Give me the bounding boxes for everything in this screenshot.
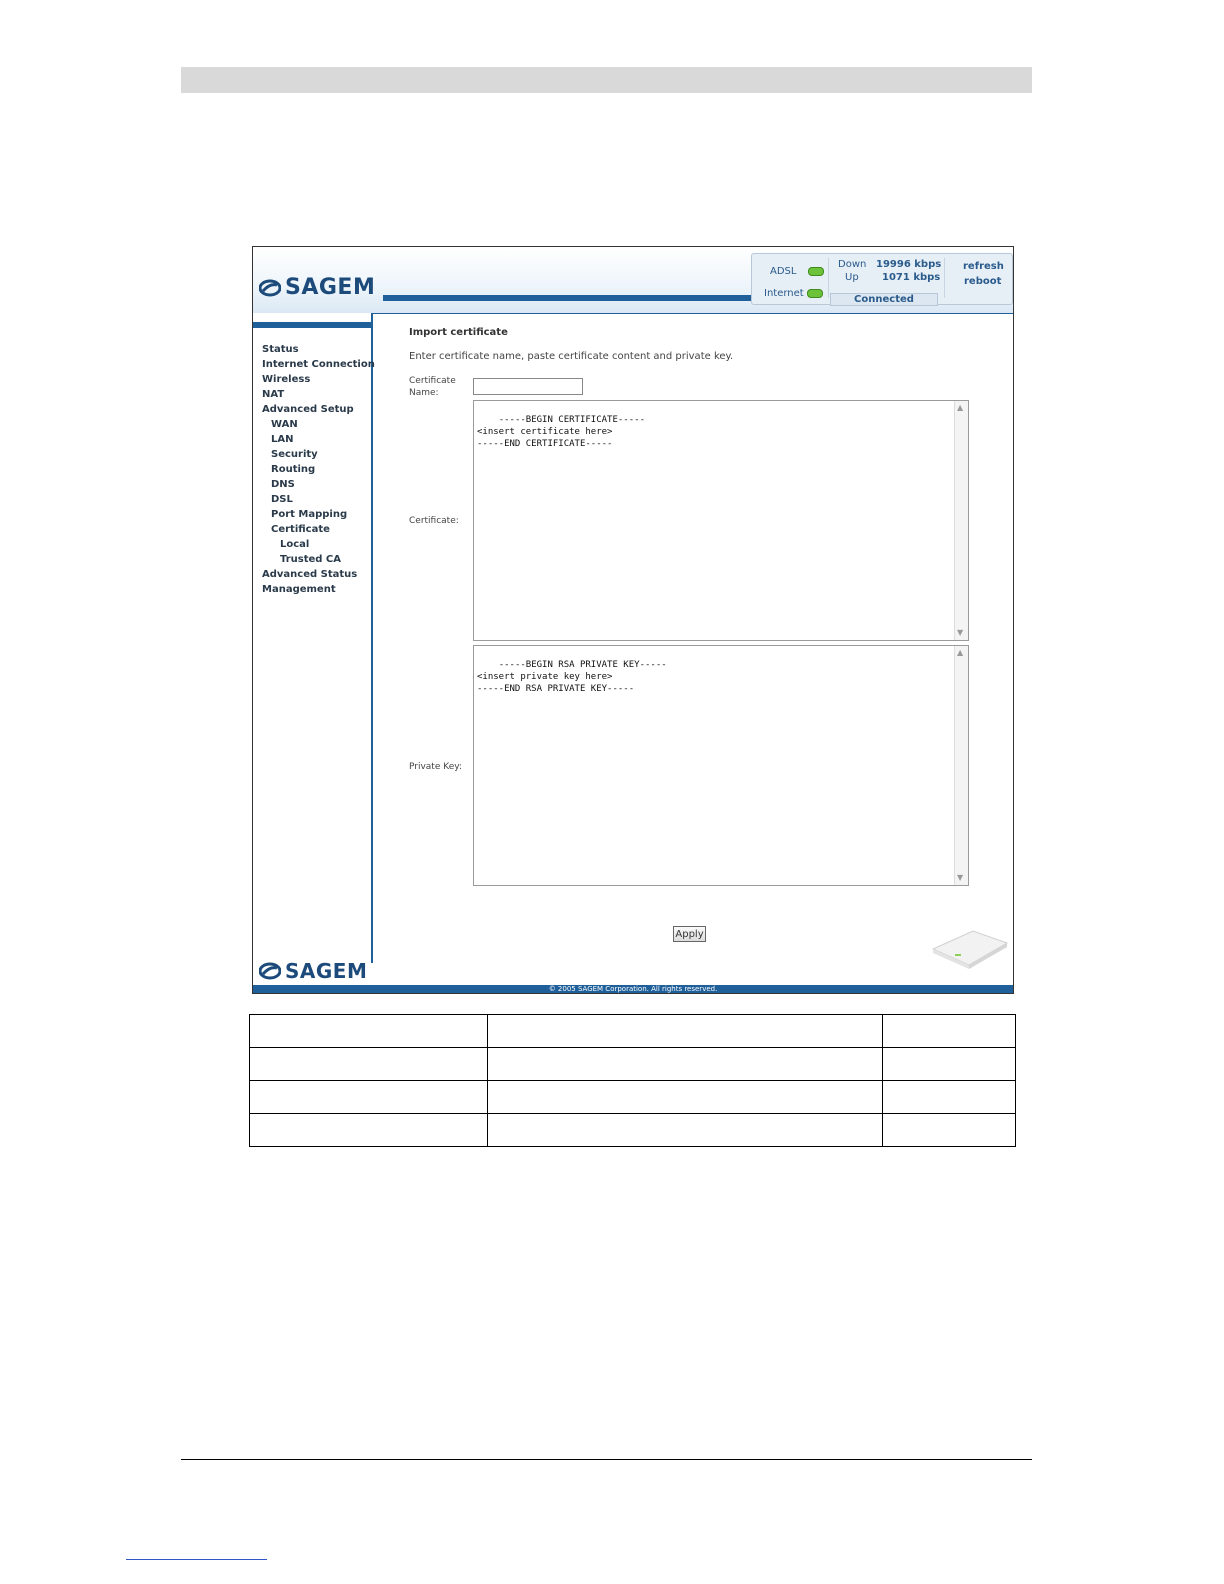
table-cell — [250, 1081, 488, 1114]
table-row — [250, 1015, 1016, 1048]
cert-name-label-line1: Certificate — [409, 376, 456, 386]
table-cell — [883, 1081, 1016, 1114]
scroll-down-icon[interactable]: ▼ — [957, 873, 964, 882]
table-row — [250, 1048, 1016, 1081]
nav-trusted-ca[interactable]: Trusted CA — [280, 554, 342, 565]
nav-internet-connection[interactable]: Internet Connection — [262, 359, 375, 370]
table-cell — [487, 1081, 882, 1114]
reboot-link[interactable]: reboot — [964, 276, 1002, 287]
certificate-scrollbar[interactable] — [954, 401, 968, 640]
document-table — [249, 1014, 1016, 1147]
nav-security[interactable]: Security — [271, 449, 318, 460]
table-cell — [487, 1114, 882, 1147]
nav-wireless[interactable]: Wireless — [262, 374, 311, 385]
table-cell — [250, 1015, 488, 1048]
down-label: Down — [838, 259, 867, 270]
sidebar-top-band — [253, 322, 373, 328]
table-cell — [883, 1048, 1016, 1081]
nav-dns[interactable]: DNS — [271, 479, 295, 490]
document-footer-rule — [181, 1459, 1032, 1460]
apply-button[interactable]: Apply — [673, 926, 706, 942]
internet-led-icon — [807, 289, 823, 298]
sagem-footer-logo-text: SAGEM — [285, 959, 368, 983]
nav-nat[interactable]: NAT — [262, 389, 285, 400]
connection-status-panel — [751, 253, 1013, 305]
cert-name-label-line2: Name: — [409, 388, 439, 398]
nav-advanced-status[interactable]: Advanced Status — [262, 569, 358, 580]
certificate-name-input[interactable] — [473, 378, 583, 395]
nav-lan[interactable]: LAN — [271, 434, 294, 445]
nav-certificate[interactable]: Certificate — [271, 524, 330, 535]
table-row — [250, 1081, 1016, 1114]
sagem-logo-text: SAGEM — [285, 275, 376, 300]
document-footer-link-underline — [126, 1559, 267, 1560]
nav-local[interactable]: Local — [280, 539, 310, 550]
sidebar-nav — [262, 342, 375, 597]
nav-management[interactable]: Management — [262, 584, 336, 595]
status-divider — [828, 258, 829, 298]
private-key-label: Private Key: — [409, 762, 462, 772]
sagem-swirl-icon — [259, 960, 281, 982]
content-top-border — [373, 313, 1013, 314]
table-cell — [883, 1114, 1016, 1147]
router-web-ui-screenshot — [252, 246, 1014, 994]
page-title: Import certificate — [409, 327, 508, 338]
nav-dsl[interactable]: DSL — [271, 494, 293, 505]
scroll-down-icon[interactable]: ▼ — [957, 628, 964, 637]
private-key-scrollbar[interactable] — [954, 646, 968, 885]
router-device-icon — [929, 927, 1009, 969]
sagem-footer-logo — [259, 959, 367, 983]
connection-state: Connected — [830, 293, 938, 306]
table-row — [250, 1114, 1016, 1147]
page-description: Enter certificate name, paste certificate content and private key. — [409, 351, 734, 362]
copyright-text: © 2005 SAGEM Corporation. All rights reserved. — [548, 985, 718, 993]
refresh-link[interactable]: refresh — [963, 261, 1004, 272]
nav-advanced-setup[interactable]: Advanced Setup — [262, 404, 354, 415]
scroll-up-icon[interactable]: ▲ — [957, 648, 964, 657]
private-key-text: -----BEGIN RSA PRIVATE KEY----- <insert private key here> -----END RSA PRIVATE KEY----- — [477, 660, 667, 694]
sagem-logo — [259, 275, 375, 300]
adsl-led-icon — [808, 267, 824, 276]
scroll-up-icon[interactable]: ▲ — [957, 403, 964, 412]
certificate-label: Certificate: — [409, 516, 459, 526]
table-cell — [250, 1048, 488, 1081]
nav-port-mapping[interactable]: Port Mapping — [271, 509, 348, 520]
table-cell — [250, 1114, 488, 1147]
table-cell — [883, 1015, 1016, 1048]
table-cell — [487, 1048, 882, 1081]
private-key-textarea[interactable] — [473, 645, 969, 886]
internet-label: Internet — [764, 288, 804, 299]
up-label: Up — [845, 272, 859, 283]
sagem-swirl-icon — [259, 277, 281, 299]
nav-routing[interactable]: Routing — [271, 464, 316, 475]
document-header-bar — [181, 67, 1032, 93]
table-cell — [487, 1015, 882, 1048]
nav-status[interactable]: Status — [262, 344, 299, 355]
adsl-label: ADSL — [770, 266, 797, 277]
down-rate: 19996 kbps — [876, 259, 942, 270]
certificate-text: -----BEGIN CERTIFICATE----- <insert certificate here> -----END CERTIFICATE----- — [477, 415, 645, 449]
up-rate: 1071 kbps — [882, 272, 941, 283]
nav-wan[interactable]: WAN — [271, 419, 298, 430]
certificate-textarea[interactable] — [473, 400, 969, 641]
status-divider — [944, 258, 945, 298]
